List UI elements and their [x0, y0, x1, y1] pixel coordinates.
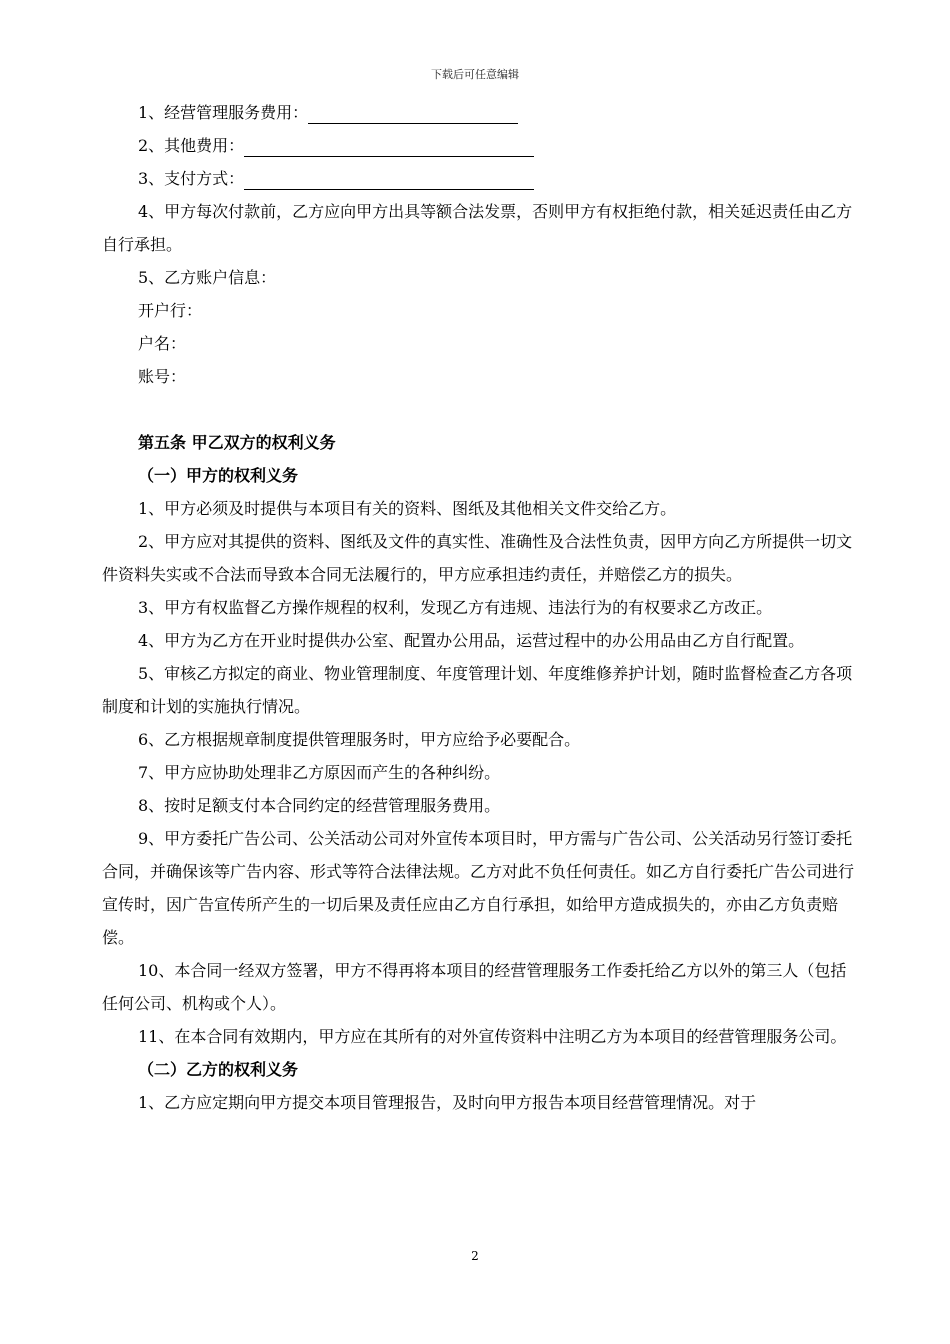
party-a-item-8: 8、按时足额支付本合同约定的经营管理服务费用。 — [138, 796, 501, 815]
party-a-item-11: 11、在本合同有效期内，甲方应在其所有的对外宣传资料中注明乙方为本项目的经营管理服务公司。 — [138, 1027, 847, 1046]
fee-item-1 — [102, 96, 862, 129]
account-no-label: 账号： — [138, 367, 187, 386]
fee-item-1-label: 1、经营管理服务费用： — [138, 103, 309, 122]
party-a-section-title: （一）甲方的权利义务 — [138, 466, 299, 485]
party-a-item-7: 7、甲方应协助处理非乙方原因而产生的各种纠纷。 — [138, 763, 501, 782]
party-b-section-title: （二）乙方的权利义务 — [138, 1060, 299, 1079]
party-a-item-4: 4、甲方为乙方在开业时提供办公室、配置办公用品，运营过程中的办公用品由乙方自行配置。 — [138, 631, 805, 650]
party-a-item-3: 3、甲方有权监督乙方操作规程的权利，发现乙方有违规、违法行为的有权要求乙方改正。 — [138, 598, 773, 617]
page-number: 2 — [471, 1249, 479, 1263]
party-a-item-9: 9、甲方委托广告公司、公关活动公司对外宣传本项目时，甲方需与广告公司、公关活动另行签订委托合同，并确保该等广告内容、形式等符合法律法规。乙方对此不负任何责任。如乙方自行委托广告公司进行宣传时，因广告宣传所产生的一切后果及责任应由乙方自行承担，如给甲方造成损失的，亦由乙方负责赔偿。 — [102, 829, 855, 947]
fee-item-2 — [102, 129, 862, 162]
fee-item-5: 5、乙方账户信息： — [138, 268, 277, 287]
fill-line-3 — [244, 169, 534, 190]
party-a-item-10: 10、本合同一经双方签署，甲方不得再将本项目的经营管理服务工作委托给乙方以外的第三人（包括任何公司、机构或个人）。 — [102, 961, 847, 1013]
fee-item-3-label: 3、支付方式： — [138, 169, 245, 188]
fill-line-2 — [244, 136, 534, 157]
page-header: 下载后可任意编辑 — [431, 68, 519, 81]
fee-item-3 — [102, 162, 862, 195]
account-name-label: 户名： — [138, 334, 187, 353]
party-b-item-1: 1、乙方应定期向甲方提交本项目管理报告，及时向甲方报告本项目经营管理情况。对于 — [138, 1093, 757, 1112]
document-body — [102, 96, 862, 1119]
party-a-item-5: 5、审核乙方拟定的商业、物业管理制度、年度管理计划、年度维修养护计划，随时监督检查乙方各项制度和计划的实施执行情况。 — [102, 664, 853, 716]
fill-line-1 — [308, 103, 518, 124]
fee-item-2-label: 2、其他费用： — [138, 136, 245, 155]
bank-label: 开户行： — [138, 301, 203, 320]
party-a-item-2: 2、甲方应对其提供的资料、图纸及文件的真实性、准确性及合法性负责，因甲方向乙方所提供一切文件资料失实或不合法而导致本合同无法履行的，甲方应承担违约责任，并赔偿乙方的损失。 — [102, 532, 853, 584]
article-5-title: 第五条 甲乙双方的权利义务 — [138, 433, 336, 452]
party-a-item-1: 1、甲方必须及时提供与本项目有关的资料、图纸及其他相关文件交给乙方。 — [138, 499, 677, 518]
fee-item-4: 4、甲方每次付款前，乙方应向甲方出具等额合法发票，否则甲方有权拒绝付款，相关延迟责任由乙方自行承担。 — [102, 202, 853, 254]
party-a-item-6: 6、乙方根据规章制度提供管理服务时，甲方应给予必要配合。 — [138, 730, 581, 749]
